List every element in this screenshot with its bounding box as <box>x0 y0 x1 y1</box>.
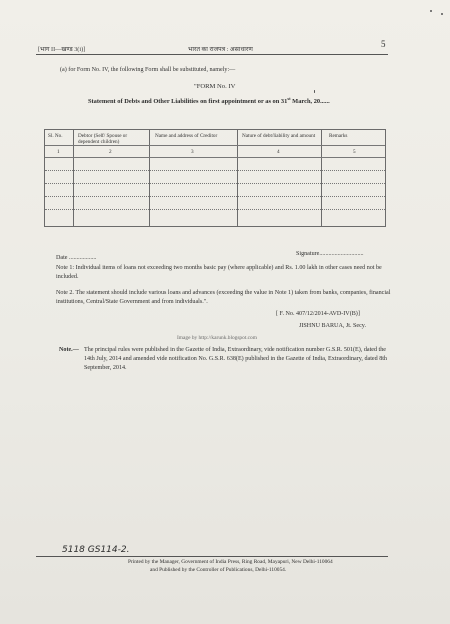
watermark: Image by http://karunk.blogspot.com <box>177 335 257 341</box>
note-1: Note 1: Individual items of loans not exceeding two months basic pay (where applicable) and Rs. 1.00 lakh in other cases need not be included. <box>56 265 382 281</box>
scan-speck <box>314 90 315 93</box>
form-subtitle-tail: March, 20...... <box>290 98 330 106</box>
scan-speck <box>430 10 432 12</box>
table-header-cell: Sl. No. <box>48 133 63 139</box>
form-subtitle-main: Statement of Debts and Other Liabilities on first appointment or as on 31 <box>88 98 288 106</box>
form-title: "FORM No. IV <box>194 83 236 90</box>
handwritten-note: 5118 GS114-2. <box>62 545 130 555</box>
table-number-rule <box>45 157 385 158</box>
footnote-label: Note.— <box>59 347 79 353</box>
liabilities-table <box>44 129 386 227</box>
gazette-title: भारत का राजपत्र : असाधारण <box>188 46 253 53</box>
column-number: 5 <box>353 149 356 155</box>
table-header-cell: Name and address of Creditor <box>155 133 218 139</box>
intro-line: (a) for Form No. IV, the following Form shall be substituted, namely:— <box>60 67 236 73</box>
table-row-rule <box>45 183 385 185</box>
footnote-text: The principal rules were published in the Gazette of India, Extraordinary, vide notification number G.S.R. 501(E), dated the 14th July, 2014 and amended vide notification No. G.S.R. 638(E) published in the Gazette of India, Extraordinary, dated 8th September, 2014. <box>84 347 387 372</box>
printer-line-2: and Published by the Controller of Publications, Delhi-110054. <box>150 567 287 573</box>
header-rule <box>36 54 388 55</box>
footer-rule <box>36 556 388 557</box>
table-header-cell: Remarks <box>329 133 348 139</box>
table-header-cell: Debtor (Self/ Spouse or dependent children) <box>78 133 128 146</box>
page-number: 5 <box>381 39 386 49</box>
signature-label: Signature............................. <box>296 251 364 257</box>
file-reference: [ F. No. 407/12/2014-AVD-IV(B)] <box>276 311 360 317</box>
column-number: 3 <box>191 149 194 155</box>
date-label: Date .................. <box>56 255 97 261</box>
column-number: 1 <box>57 149 60 155</box>
table-row-rule <box>45 170 385 172</box>
scan-speck <box>441 13 443 15</box>
table-row-rule <box>45 196 385 198</box>
table-row-rule <box>45 209 385 211</box>
table-header-cell: Nature of debt/liability and amount <box>242 133 316 139</box>
printer-line-1: Printed by the Manager, Government of India Press, Ring Road, Mayapuri, New Delhi-110064 <box>128 559 333 565</box>
form-subtitle <box>88 96 330 105</box>
part-label: [भाग II—खण्ड 3(i)] <box>38 46 86 53</box>
note-2: Note 2. The statement should include various loans and advances (exceeding the value in Note 1) taken from banks, companies, financial institutions, Central/State Government and from individuals.". <box>56 290 391 306</box>
form-subtitle-sup: st <box>287 96 291 101</box>
column-number: 2 <box>109 149 112 155</box>
signatory: JISHNU BARUA, Jt. Secy. <box>299 323 366 329</box>
column-number: 4 <box>277 149 280 155</box>
